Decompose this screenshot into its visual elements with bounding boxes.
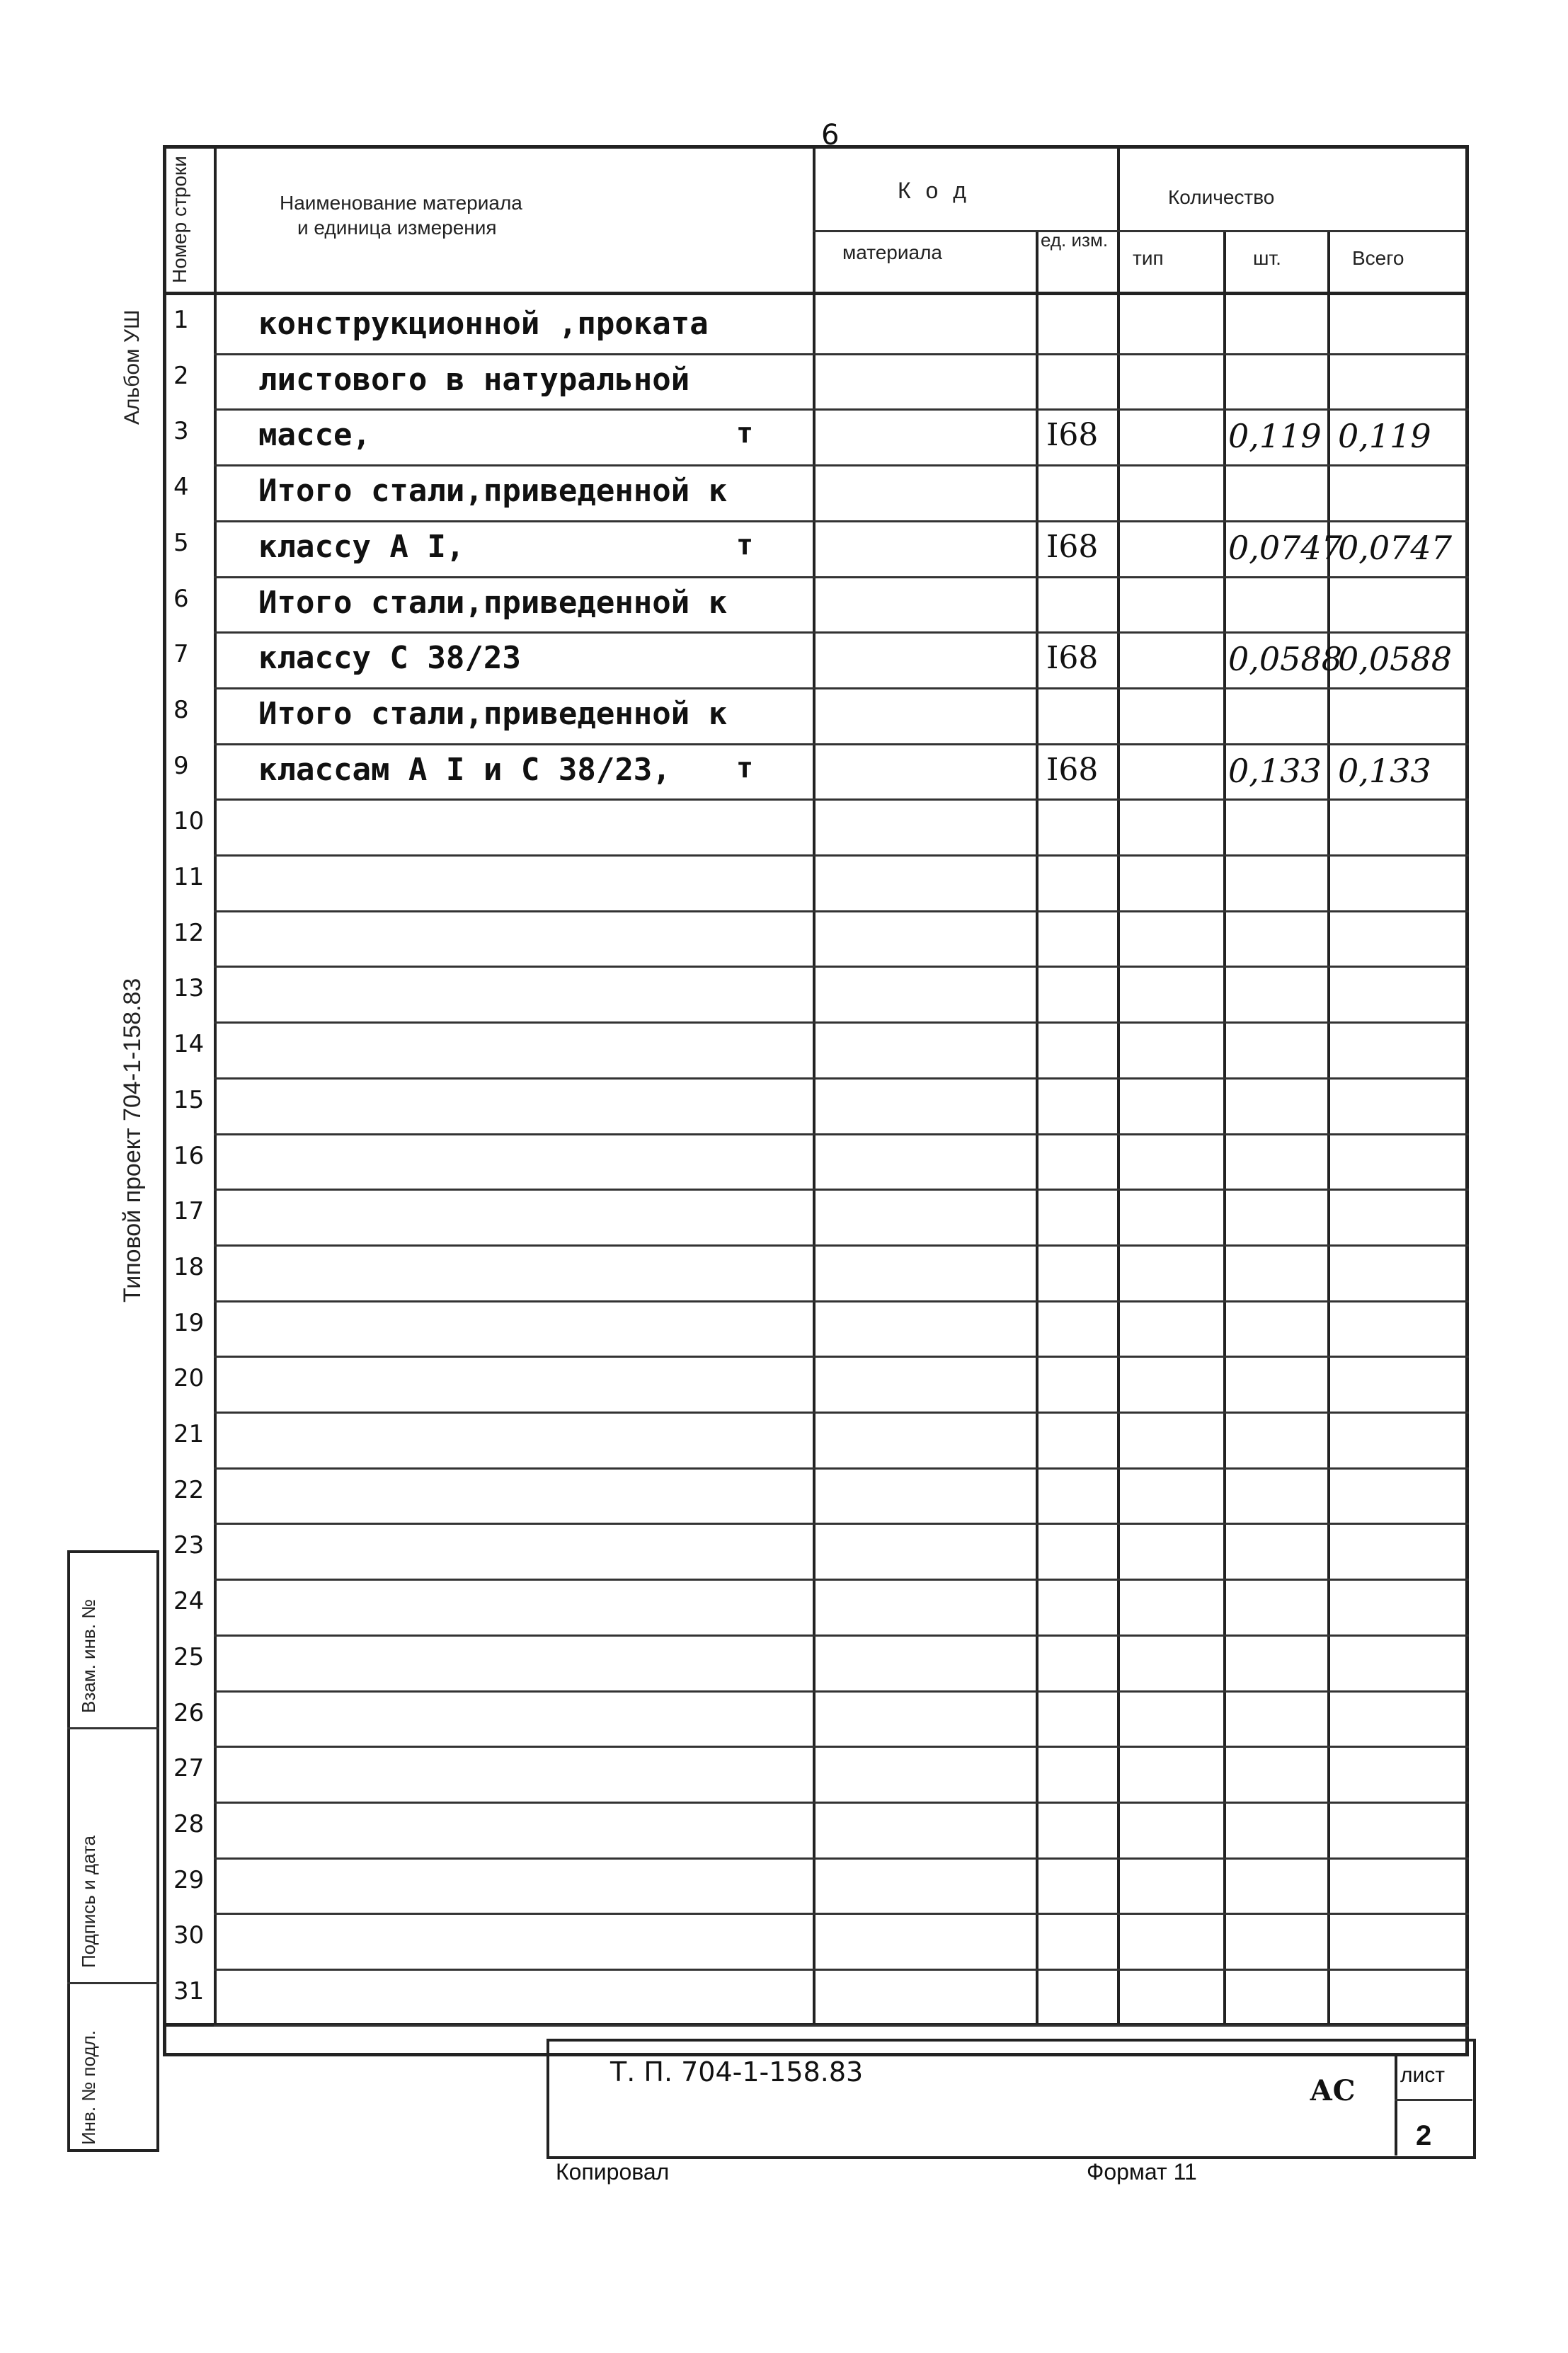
header-row-no: Номер строки (168, 156, 190, 283)
row-line (214, 1802, 1469, 1804)
header-name-2: и единица измерения (297, 217, 497, 239)
title-block-mark: АС (1310, 2074, 1356, 2107)
row-unit-code: I68 (1046, 751, 1099, 788)
row-line (214, 854, 1469, 857)
row-number: 3 (173, 417, 189, 446)
row-unit: т (736, 417, 754, 450)
row-number: 31 (173, 1977, 205, 2005)
row-number: 20 (173, 1364, 205, 1393)
row-line (214, 408, 1469, 411)
row-number: 23 (173, 1531, 205, 1560)
col-divider (813, 145, 816, 2025)
sheet-label: лист (1400, 2063, 1446, 2087)
row-line (214, 520, 1469, 522)
row-number: 26 (173, 1698, 205, 1727)
header-code-group: К о д (898, 178, 971, 203)
header-code-material: материала (842, 241, 942, 263)
side-stamp-divider (67, 1982, 159, 1984)
row-material-name: классу А I, (258, 528, 465, 565)
header-code-unit: ед. изм. (1041, 229, 1109, 251)
row-line (214, 798, 1469, 801)
row-qty-total: 0,119 (1338, 417, 1431, 456)
row-material-name: массе, (258, 417, 371, 454)
row-number: 10 (173, 807, 205, 836)
side-stamp-vzam: Взам. инв. № (78, 1598, 99, 1713)
row-qty-total: 0,0588 (1338, 640, 1452, 679)
row-number: 14 (173, 1030, 205, 1059)
row-line (214, 1523, 1469, 1525)
row-line (214, 353, 1469, 355)
row-number: 30 (173, 1921, 205, 1950)
row-line (214, 1634, 1469, 1637)
row-material-name: Итого стали,приведенной к (258, 695, 728, 732)
col-divider (1327, 230, 1330, 2025)
row-number: 29 (173, 1865, 205, 1894)
row-line (214, 966, 1469, 968)
row-number: 5 (173, 528, 189, 557)
row-number: 13 (173, 974, 205, 1003)
header-divider (813, 230, 1467, 232)
row-unit-code: I68 (1046, 528, 1099, 565)
side-stamp-inv: Инв. № подл. (78, 2030, 99, 2145)
row-material-name: Итого стали,приведенной к (258, 473, 728, 510)
row-number: 21 (173, 1420, 205, 1448)
row-material-name: классам А I и С 38/23, (258, 751, 671, 788)
row-number: 22 (173, 1475, 205, 1504)
row-qty-pcs: 0,0588 (1228, 640, 1342, 679)
row-line (214, 687, 1469, 689)
sheet-box-divider (1395, 2099, 1472, 2101)
row-material-name: классу С 38/23 (258, 640, 521, 677)
row-unit-code: I68 (1046, 640, 1099, 677)
header-qty-total: Всего (1352, 247, 1404, 269)
side-stamp-sign: Подпись и дата (78, 1835, 99, 1968)
col-divider (1223, 230, 1226, 2025)
row-line (214, 1021, 1469, 1024)
row-line (214, 1244, 1469, 1247)
header-qty-type: тип (1133, 247, 1164, 269)
page-number: 6 (821, 119, 840, 151)
row-line (214, 1746, 1469, 1748)
sheet-number: 2 (1416, 2120, 1432, 2151)
col-divider (1117, 145, 1120, 2025)
row-material-name: конструкционной ,проката (258, 306, 709, 342)
album-label: Альбом УШ (120, 309, 144, 425)
row-number: 16 (173, 1141, 205, 1170)
row-number: 9 (173, 751, 189, 780)
row-number: 7 (173, 640, 189, 669)
row-number: 17 (173, 1197, 205, 1226)
row-line (214, 576, 1469, 578)
row-line (214, 1857, 1469, 1860)
row-line (214, 631, 1469, 634)
row-number: 15 (173, 1085, 205, 1114)
row-number: 12 (173, 918, 205, 947)
row-number: 19 (173, 1308, 205, 1337)
title-block-code: Т. П. 704-1-158.83 (610, 2056, 864, 2088)
row-number: 8 (173, 695, 189, 724)
row-line (214, 1579, 1469, 1581)
row-line (214, 1133, 1469, 1135)
row-line (214, 1467, 1469, 1470)
row-number: 28 (173, 1809, 205, 1838)
row-line (214, 1189, 1469, 1191)
row-number: 6 (173, 584, 189, 613)
footer-format: Формат 11 (1087, 2159, 1197, 2185)
row-number: 24 (173, 1587, 205, 1616)
row-qty-pcs: 0,0747 (1228, 528, 1342, 567)
project-label: Типовой проект 704-1-158.83 (119, 978, 146, 1303)
row-unit: т (736, 528, 754, 561)
row-number: 11 (173, 863, 205, 891)
row-line (214, 1300, 1469, 1303)
row-line (214, 1077, 1469, 1080)
row-number: 1 (173, 306, 189, 334)
row-material-name: Итого стали,приведенной к (258, 584, 728, 621)
row-number: 27 (173, 1754, 205, 1783)
row-number: 4 (173, 473, 189, 502)
row-qty-pcs: 0,119 (1228, 417, 1322, 456)
header-bottom (163, 292, 1469, 295)
row-line (214, 1969, 1469, 1971)
row-line (214, 1412, 1469, 1414)
row-line (214, 1356, 1469, 1358)
row-number: 18 (173, 1252, 205, 1281)
row-line (214, 2025, 1469, 2027)
header-qty-group: Количество (1168, 186, 1275, 208)
col-divider (1036, 230, 1038, 2025)
row-line (214, 743, 1469, 745)
footer-copied: Копировал (556, 2159, 670, 2185)
header-qty-pcs: шт. (1253, 247, 1281, 269)
row-number: 2 (173, 361, 189, 390)
row-line (214, 1913, 1469, 1915)
side-stamp-divider (67, 1727, 159, 1729)
row-qty-pcs: 0,133 (1228, 751, 1322, 790)
row-qty-total: 0,133 (1338, 751, 1431, 790)
row-line (214, 464, 1469, 466)
row-material-name: листового в натуральной (258, 361, 690, 398)
header-name-1: Наименование материала (280, 192, 522, 214)
row-unit: т (736, 751, 754, 784)
row-line (214, 1690, 1469, 1693)
row-line (214, 910, 1469, 912)
row-unit-code: I68 (1046, 417, 1099, 454)
row-number: 25 (173, 1642, 205, 1671)
row-qty-total: 0,0747 (1338, 528, 1452, 567)
